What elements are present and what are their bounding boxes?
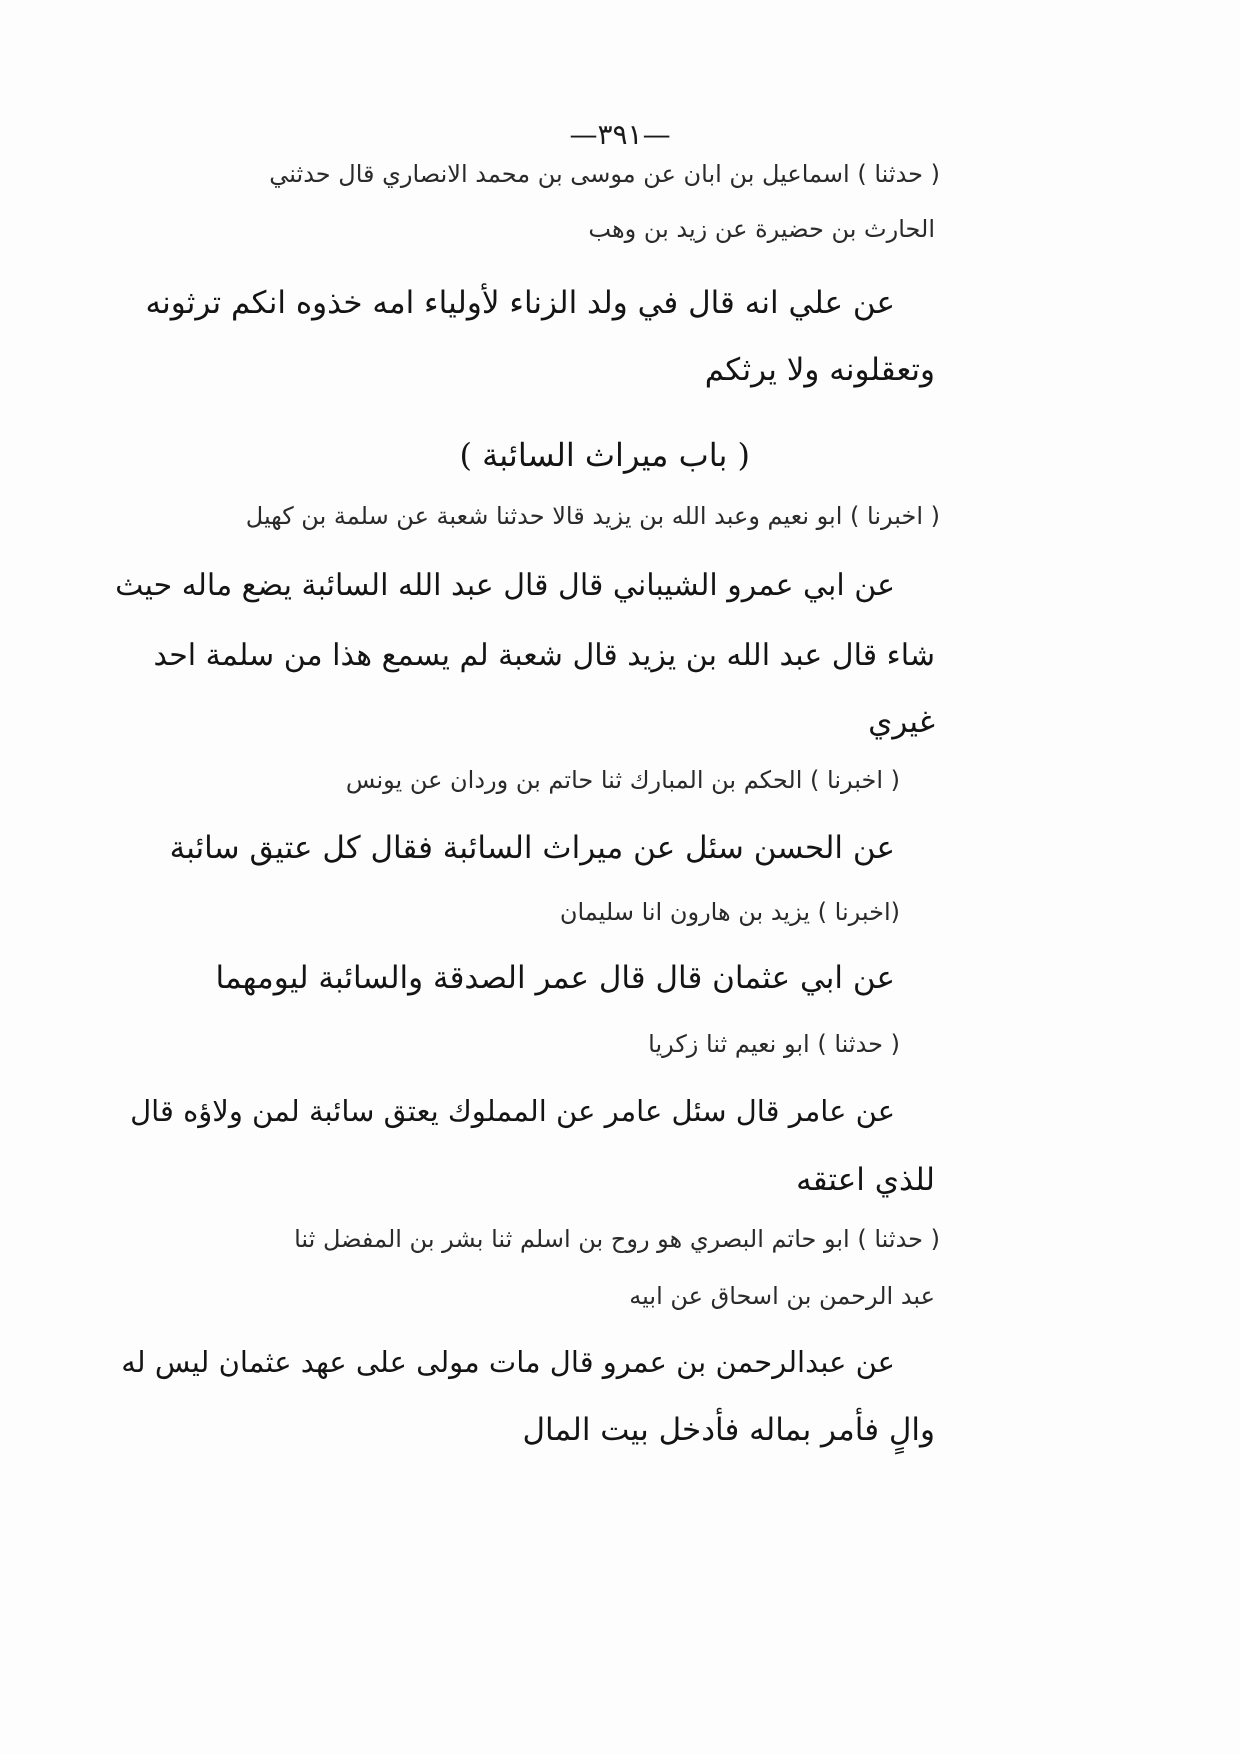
isnad-line: ( حدثنا ) ابو نعيم ثنا زكريا — [648, 1030, 900, 1058]
text-line: عن علي انه قال في ولد الزناء لأولياء امه خذوه انكم ترثونه — [145, 285, 895, 321]
text-line: عن عبدالرحمن بن عمرو قال مات مولى على عهد عثمان ليس له — [121, 1345, 895, 1379]
isnad-line: ( حدثنا ) ابو حاتم البصري هو روح بن اسلم ثنا بشر بن المفضل ثنا — [294, 1225, 940, 1253]
isnad-line: ( اخبرنا ) ابو نعيم وعبد الله بن يزيد قالا حدثنا شعبة عن سلمة بن كهيل — [245, 502, 940, 530]
text-line: عن ابي عمرو الشيباني قال قال عبد الله السائبة يضع ماله حيث — [115, 568, 895, 603]
text-line: عن عامر قال سئل عامر عن المملوك يعتق سائبة لمن ولاؤه قال — [130, 1094, 895, 1128]
page-number: —٣٩١— — [569, 118, 671, 151]
text-line: والٍ فأمر بماله فأدخل بيت المال — [522, 1412, 935, 1448]
text-line: للذي اعتقه — [796, 1162, 935, 1198]
isnad-line: عبد الرحمن بن اسحاق عن ابيه — [629, 1282, 935, 1310]
text-line: عن ابي عثمان قال قال عمر الصدقة والسائبة ليومهما — [215, 960, 895, 996]
isnad-line: ( اخبرنا ) الحكم بن المبارك ثنا حاتم بن وردان عن يونس — [345, 766, 900, 794]
text-line: شاء قال عبد الله بن يزيد قال شعبة لم يسمع هذا من سلمة احد — [153, 638, 935, 673]
text-line: غيري — [868, 704, 935, 740]
text-line: وتعقلونه ولا يرثكم — [704, 352, 935, 388]
isnad-line: ( حدثنا ) اسماعيل بن ابان عن موسى بن محمد الانصاري قال حدثني — [269, 160, 940, 188]
isnad-line: الحارث بن حضيرة عن زيد بن وهب — [588, 215, 935, 243]
section-heading: ( باب ميراث السائبة ) — [459, 436, 750, 474]
text-line: عن الحسن سئل عن ميراث السائبة فقال كل عتيق سائبة — [169, 830, 895, 866]
isnad-line: (اخبرنا ) يزيد بن هارون انا سليمان — [559, 898, 900, 926]
